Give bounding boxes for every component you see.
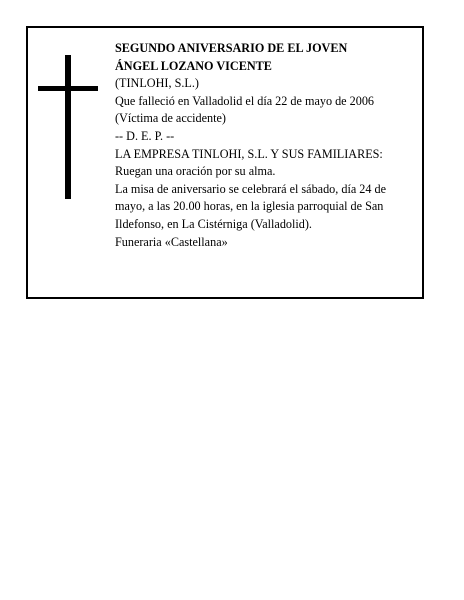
notice-heading-line-2: ÁNGEL LOZANO VICENTE <box>115 58 272 73</box>
mass-line-1: La misa de aniversario se celebrará el sábado, día 24 de <box>115 181 387 196</box>
family-line: LA EMPRESA TINLOHI, S.L. Y SUS FAMILIARES: <box>115 146 383 161</box>
prayer-line: Ruegan una oración por su alma. <box>115 164 276 179</box>
obituary-notice <box>26 26 424 299</box>
death-line: Que falleció en Valladolid el día 22 de mayo de 2006 <box>115 93 375 108</box>
mass-line-2: mayo, a las 20.00 horas, en la iglesia parroquial de San <box>115 199 384 214</box>
cause-line: (Víctima de accidente) <box>115 111 226 126</box>
dep-line: -- D. E. P. -- <box>115 128 175 143</box>
cross-vertical-bar <box>65 55 71 199</box>
cross-horizontal-bar <box>38 86 98 91</box>
notice-text <box>115 40 421 251</box>
cross-icon <box>38 55 98 199</box>
notice-heading-line-1: SEGUNDO ANIVERSARIO DE EL JOVEN <box>115 41 348 55</box>
company-tag: (TINLOHI, S.L.) <box>115 76 199 91</box>
funeral-home: Funeraria «Castellana» <box>115 234 228 249</box>
mass-line-3: Ildefonso, en La Cistérniga (Valladolid). <box>115 216 312 231</box>
